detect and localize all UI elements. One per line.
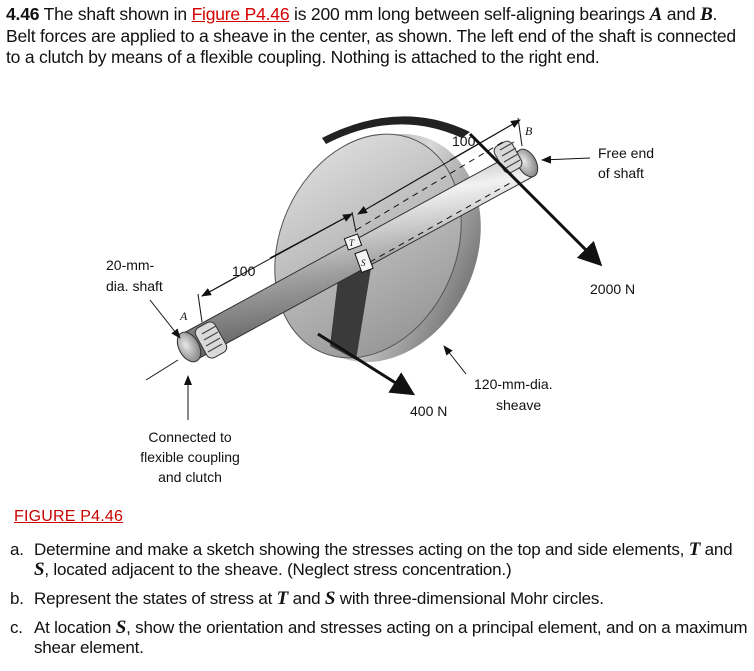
dim-left-label: 100: [232, 263, 256, 279]
question-text: , located adjacent to the sheave. (Neglect stress concentration.): [44, 560, 512, 579]
bearing-b-symbol: B: [700, 4, 713, 25]
question-text: and: [700, 540, 733, 559]
free-end-label-1: Free end: [598, 145, 655, 161]
bearing-a-symbol: A: [649, 4, 663, 25]
element-t-symbol: T: [276, 588, 289, 609]
shaft-dia-label-1: 20-mm-: [106, 257, 155, 273]
shaft-dia-label-2: dia. shaft: [106, 278, 163, 294]
force-400-label: 400 N: [410, 403, 448, 419]
element-t-label: T: [349, 238, 355, 248]
coupling-label-1: Connected to: [148, 429, 232, 445]
question-list: [8, 540, 748, 667]
element-s-symbol: S: [115, 617, 127, 638]
problem-text-4: . Belt forces are applied to a sheave in the center, as shown. The left end of the shaft is connected to a clutch by means of a flexible coupling. Nothing is attached to the right end.: [6, 4, 736, 67]
question-text: and: [288, 589, 325, 608]
figure-link[interactable]: Figure P4.46: [191, 4, 290, 24]
question-text: , show the orientation and stresses acting on a principal element, and on a maximum shear element.: [34, 618, 748, 657]
question-text: Determine and make a sketch showing the stresses acting on the top and side elements,: [34, 540, 689, 559]
question-text: with three-dimensional Mohr circles.: [335, 589, 604, 608]
element-t-symbol: T: [688, 539, 701, 560]
dim-top-label: 100: [452, 133, 476, 149]
element-s-symbol: S: [34, 559, 45, 580]
force-2000-label: 2000 N: [590, 281, 636, 297]
question-c: [8, 618, 748, 658]
problem-text-2: is 200 mm long between self-aligning bearings: [289, 4, 650, 24]
question-letter: c.: [10, 618, 23, 637]
coupling-label-3: and clutch: [158, 469, 222, 485]
question-a: [8, 540, 748, 580]
problem-text-3: and: [662, 4, 701, 24]
question-b: [8, 589, 748, 609]
sheave-dia-label-2: sheave: [496, 397, 542, 413]
coupling-label-2: flexible coupling: [140, 449, 240, 465]
question-text: At location: [34, 618, 116, 637]
problem-number: 4.46: [6, 4, 40, 24]
problem-text-1: The shaft shown in: [39, 4, 192, 24]
element-s-label: S: [361, 258, 366, 268]
element-s-symbol: S: [324, 588, 336, 609]
question-text: Represent the states of stress at: [34, 589, 277, 608]
free-end-label-2: of shaft: [598, 165, 644, 181]
question-letter: b.: [10, 589, 24, 608]
figure-caption: FIGURE P4.46: [14, 508, 124, 525]
question-letter: a.: [10, 540, 24, 559]
bearing-a-label: A: [180, 309, 188, 323]
sheave-dia-label-1: 120-mm-dia.: [474, 376, 553, 392]
bearing-b-label: B: [525, 124, 533, 138]
